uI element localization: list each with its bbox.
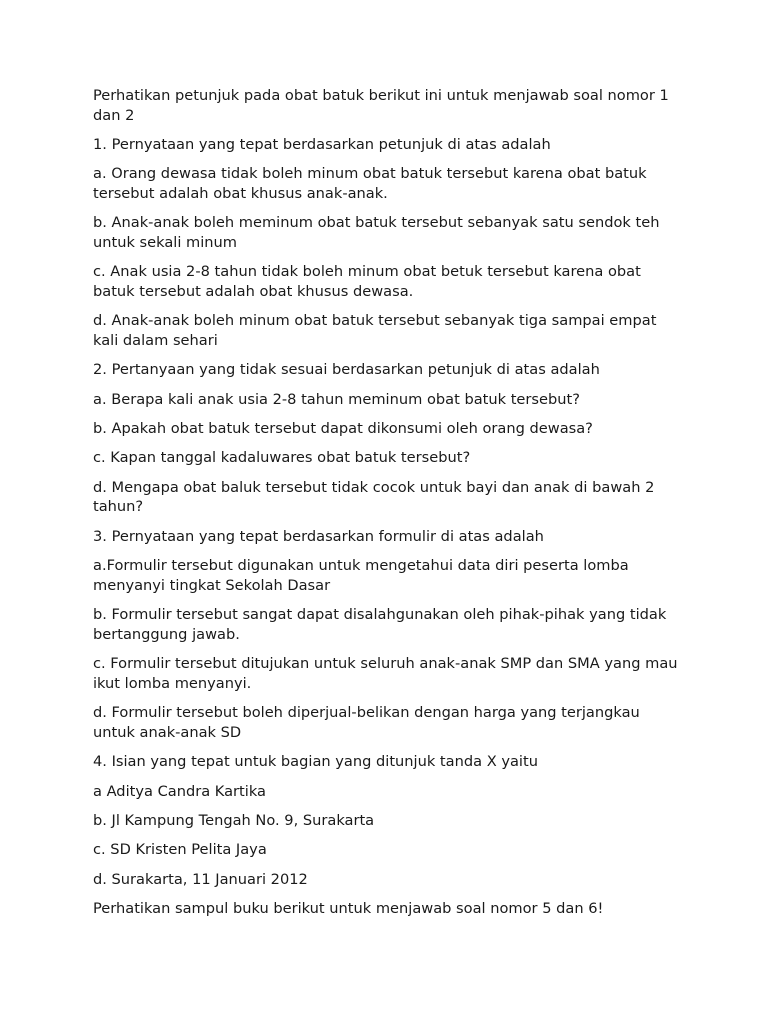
instruction-text-2: Perhatikan sampul buku berikut untuk menjawab soal nomor 5 dan 6!	[93, 900, 604, 918]
question-3-option-b: b. Formulir tersebut sangat dapat disalahgunakan oleh pihak-pihak yang tidak bertanggung jawab.	[93, 606, 667, 643]
question-2-option-a: a. Berapa kali anak usia 2-8 tahun meminum obat batuk tersebut?	[93, 390, 580, 408]
question-2-option-d: d. Mengapa obat baluk tersebut tidak cocok untuk bayi dan anak di bawah 2 tahun?	[93, 478, 655, 516]
question-4-option-c: c. SD Kristen Pelita Jaya	[93, 841, 267, 859]
question-2-option-c: c. Kapan tanggal kadaluwares obat batuk tersebut?	[93, 449, 471, 467]
question-2: 2. Pertanyaan yang tidak sesuai berdasarkan petunjuk di atas adalah	[93, 361, 600, 379]
question-3: 3. Pernyataan yang tepat berdasarkan formulir di atas adalah	[93, 527, 544, 545]
question-1-option-d: d. Anak-anak boleh minum obat batuk tersebut sebanyak tiga sampai empat kali dalam sehari	[93, 312, 657, 349]
question-4-option-a: a Aditya Candra Kartika	[93, 782, 266, 800]
question-1-option-a: a. Orang dewasa tidak boleh minum obat batuk tersebut karena obat batuk tersebut adalah obat khusus anak-anak.	[93, 165, 647, 202]
question-2-option-b: b. Apakah obat batuk tersebut dapat dikonsumi oleh orang dewasa?	[93, 420, 593, 438]
question-3-option-d: d. Formulir tersebut boleh diperjual-belikan dengan harga yang terjangkau untuk anak-anak SD	[93, 704, 640, 741]
question-1-option-b: b. Anak-anak boleh meminum obat batuk tersebut sebanyak satu sendok teh untuk sekali minum	[93, 214, 660, 251]
question-1-option-c: c. Anak usia 2-8 tahun tidak boleh minum obat betuk tersebut karena obat batuk tersebut adalah obat khusus dewasa.	[93, 263, 641, 300]
question-1: 1. Pernyataan yang tepat berdasarkan petunjuk di atas adalah	[93, 135, 551, 153]
question-4-option-b: b. Jl Kampung Tengah No. 9, Surakarta	[93, 811, 375, 829]
question-3-option-c: c. Formulir tersebut ditujukan untuk seluruh anak-anak SMP dan SMA yang mau ikut lomba menyanyi.	[93, 655, 678, 692]
question-4-option-d: d. Surakarta, 11 Januari 2012	[93, 870, 308, 888]
document-body	[93, 86, 683, 929]
question-3-option-a: a.Formulir tersebut digunakan untuk mengetahui data diri peserta lomba menyanyi tingkat Sekolah Dasar	[93, 557, 629, 594]
instruction-text: Perhatikan petunjuk pada obat batuk berikut ini untuk menjawab soal nomor 1 dan 2	[93, 87, 669, 124]
question-4: 4. Isian yang tepat untuk bagian yang ditunjuk tanda X yaitu	[93, 753, 538, 771]
